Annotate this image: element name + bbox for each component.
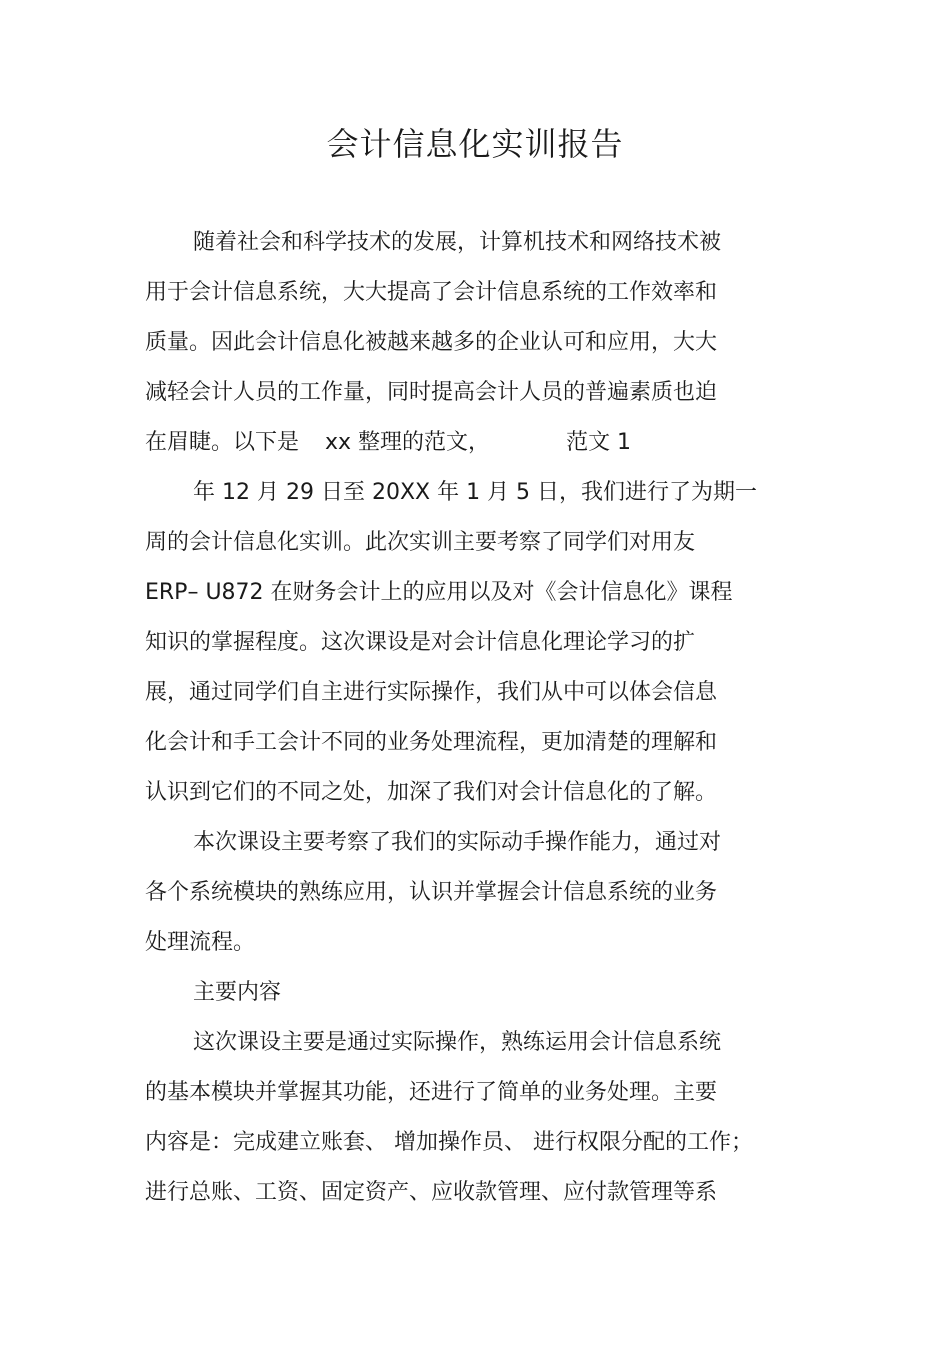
paragraph-line: 本次课设主要考察了我们的实际动手操作能力，通过对 [193,830,722,855]
paragraph-line: 知识的掌握程度。这次课设是对会计信息化理论学习的扩 [145,630,696,655]
text-segment: 范文 1 [566,430,632,455]
paragraph-line: 质量。因此会计信息化被越来越多的企业认可和应用，大大 [145,330,718,355]
text-segment: xx 整理的范文， [325,430,491,455]
paragraph-line: 展，通过同学们自主进行实际操作，我们从中可以体会信息 [145,680,718,705]
paragraph-line: 年 12 月 29 日至 20XX 年 1 月 5 日，我们进行了为期一 [193,480,758,505]
paragraph-line-mixed [145,418,805,468]
text-segment: 在眉睫。以下是 [145,430,300,455]
document-title: 会计信息化实训报告 [326,125,624,163]
paragraph-line: 这次课设主要是通过实际操作，熟练运用会计信息系统 [193,1030,722,1055]
paragraph-line: 处理流程。 [145,930,256,955]
paragraph-line: 进行总账、工资、固定资产、应收款管理、应付款管理等系 [145,1180,718,1205]
paragraph-line: 用于会计信息系统，大大提高了会计信息系统的工作效率和 [145,280,718,305]
paragraph-line: 各个系统模块的熟练应用，认识并掌握会计信息系统的业务 [145,880,718,905]
document-body [145,218,805,1218]
paragraph-line: 认识到它们的不同之处，加深了我们对会计信息化的了解。 [145,780,718,805]
paragraph-line: 内容是：完成建立账套、 增加操作员、 进行权限分配的工作； [145,1130,753,1155]
paragraph-line: 随着社会和科学技术的发展，计算机技术和网络技术被 [193,230,722,255]
section-heading: 主要内容 [193,980,282,1005]
paragraph-line: 的基本模块并掌握其功能，还进行了简单的业务处理。主要 [145,1080,718,1105]
paragraph-line: 周的会计信息化实训。此次实训主要考察了同学们对用友 [145,530,696,555]
paragraph-line: ERP– U872 在财务会计上的应用以及对《会计信息化》课程 [145,580,733,605]
paragraph-line: 化会计和手工会计不同的业务处理流程，更加清楚的理解和 [145,730,718,755]
paragraph-line: 减轻会计人员的工作量，同时提高会计人员的普遍素质也迫 [145,380,718,405]
